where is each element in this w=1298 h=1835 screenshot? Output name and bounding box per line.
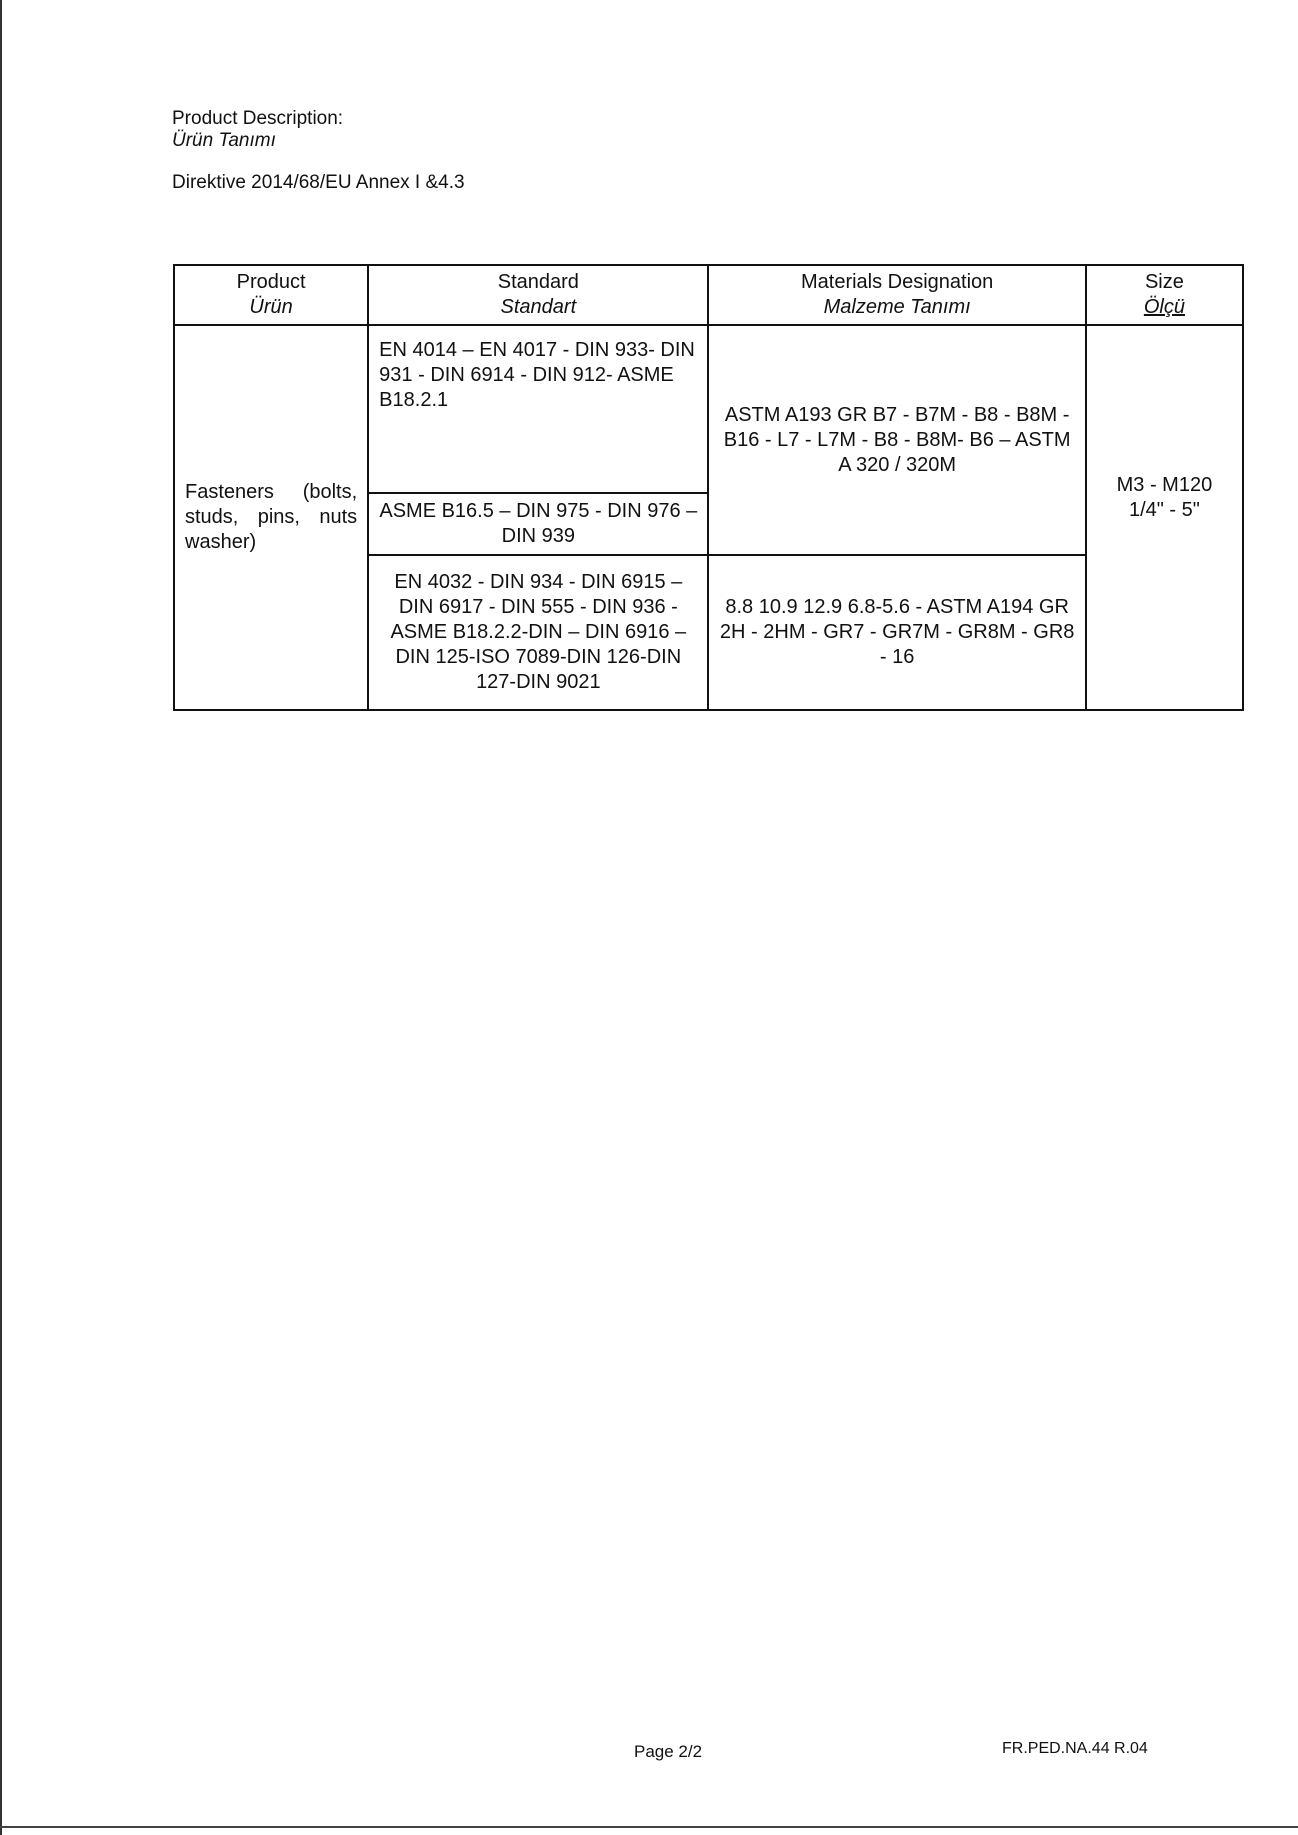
header-material-tr: Malzeme Tanımı	[823, 296, 971, 318]
table-header-row	[174, 265, 1243, 325]
header-standard-tr: Standart	[500, 296, 577, 318]
header-size-tr: Ölçü	[1143, 296, 1185, 318]
header-material-en: Materials Designation	[800, 271, 994, 293]
header-size	[1086, 265, 1243, 325]
cell-standard-2: ASME B16.5 – DIN 975 - DIN 976 – DIN 939	[368, 493, 708, 555]
form-code: FR.PED.NA.44 R.04	[1002, 1740, 1148, 1757]
scan-edge-bottom	[0, 1826, 1298, 1828]
cell-product: Fasteners (bolts, studs, pins, nuts washer)	[174, 325, 368, 710]
description-label: Product Description:	[172, 108, 344, 129]
cell-standard-3: EN 4032 - DIN 934 - DIN 6915 – DIN 6917 - DIN 555 - DIN 936 - ASME B18.2.2-DIN – DIN 6916 – DIN 125-ISO 7089-DIN 126-DIN 127-DIN 9021	[368, 555, 708, 710]
header-product-tr: Ürün	[249, 296, 293, 318]
page-number: Page 2/2	[634, 1742, 703, 1761]
header-product-en: Product	[236, 271, 306, 293]
header-standard	[368, 265, 708, 325]
cell-standard-1: EN 4014 – EN 4017 - DIN 933- DIN 931 - DIN 6914 - DIN 912- ASME B18.2.1	[368, 325, 708, 493]
header-size-en: Size	[1144, 271, 1184, 293]
cell-material-2: 8.8 10.9 12.9 6.8-5.6 - ASTM A194 GR 2H - 2HM - GR7 - GR7M - GR8M - GR8 - 16	[708, 555, 1085, 710]
product-spec-table	[173, 264, 1244, 711]
header-product	[174, 265, 368, 325]
size-imperial: 1/4" - 5"	[1128, 498, 1200, 521]
header-material	[708, 265, 1085, 325]
size-metric: M3 - M120	[1116, 473, 1213, 496]
description-label-tr: Ürün Tanımı	[172, 130, 276, 151]
directive-reference: Direktive 2014/68/EU Annex I &4.3	[172, 172, 465, 193]
cell-size	[1086, 325, 1243, 710]
product-description	[172, 108, 343, 152]
table-row	[174, 325, 1243, 493]
header-standard-en: Standard	[497, 271, 579, 293]
cell-material-1: ASTM A193 GR B7 - B7M - B8 - B8M - B16 - L7 - L7M - B8 - B8M- B6 – ASTM A 320 / 320M	[708, 325, 1085, 555]
scan-edge-left	[0, 0, 2, 1835]
